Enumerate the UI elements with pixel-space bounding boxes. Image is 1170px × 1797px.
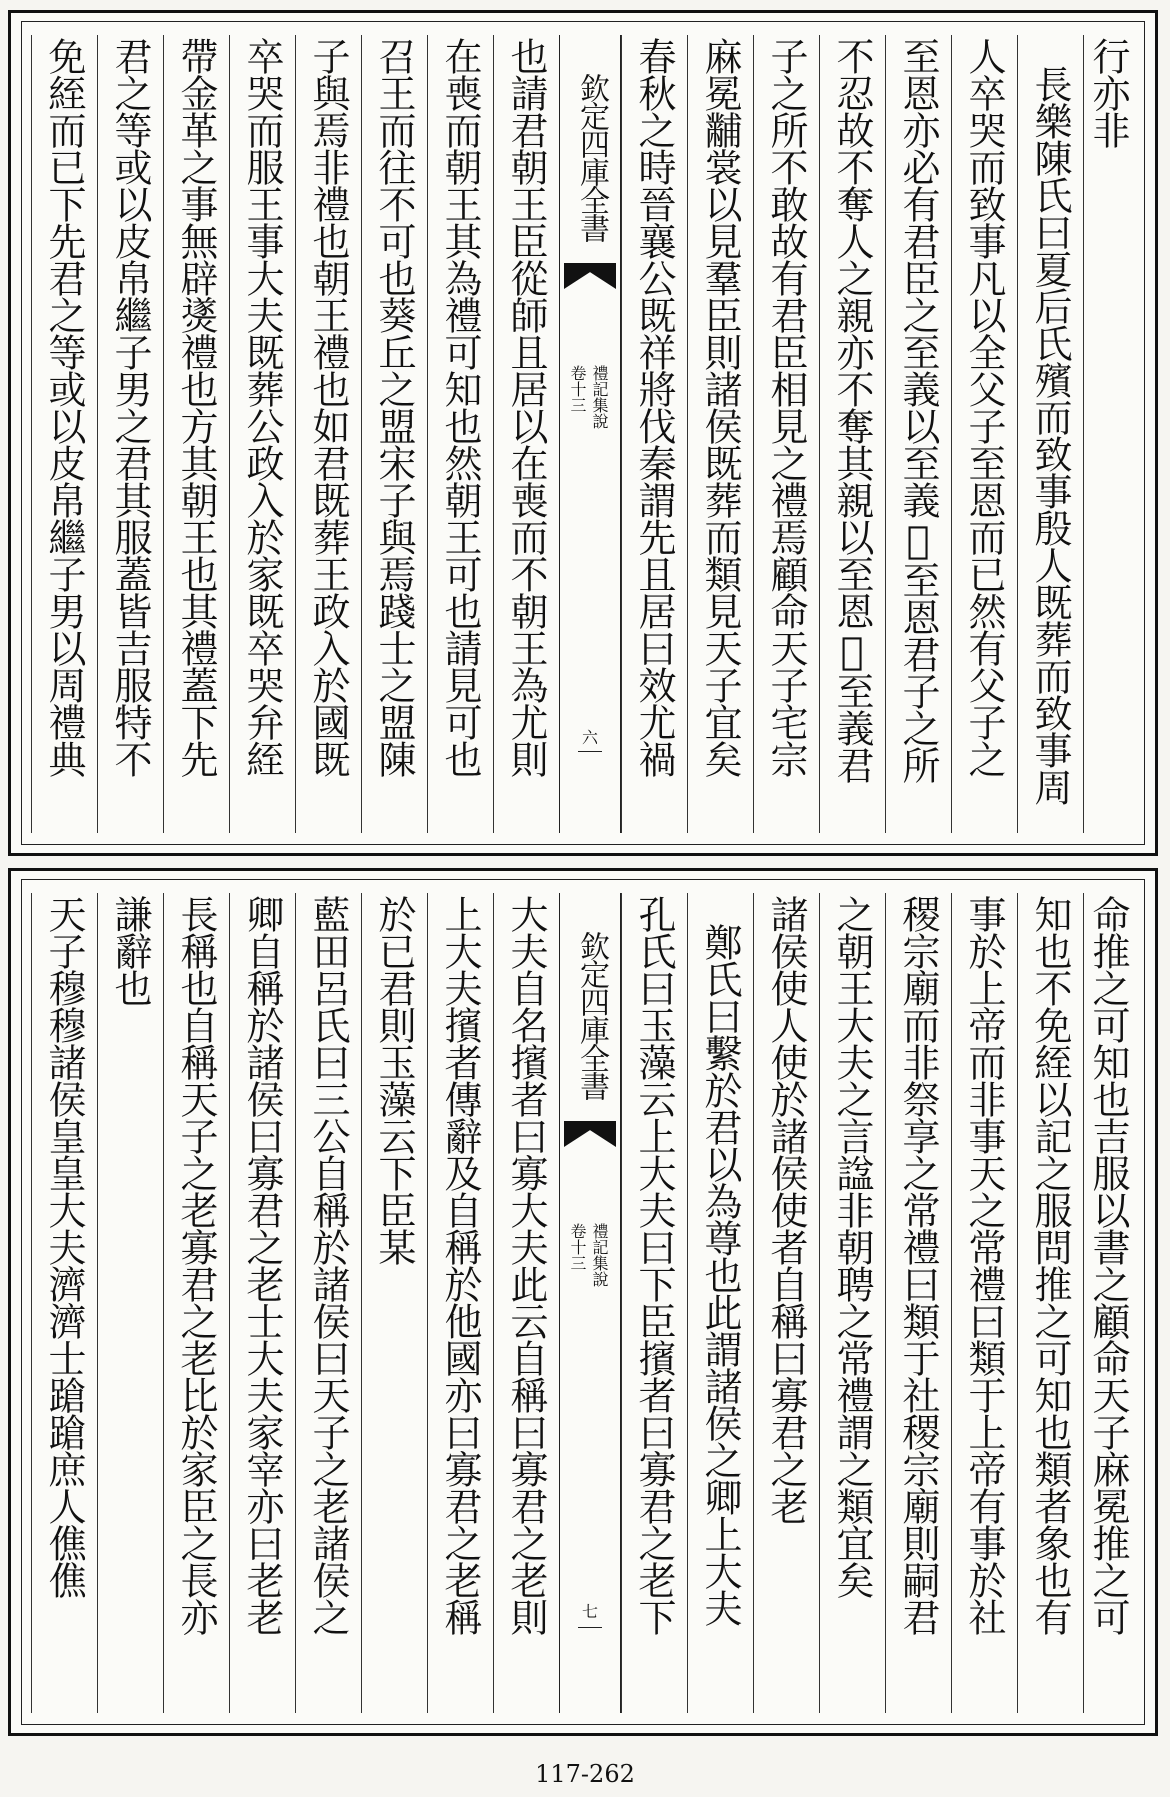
- text-column: 卿自稱於諸侯曰寡君之老士大夫家宰亦曰老老: [229, 893, 295, 1713]
- text-column: 人卒哭而致事凡以全父子至恩而已然有父子之: [951, 35, 1017, 833]
- text-column: 之朝王大夫之言諡非朝聘之常禮謂之類宜矣: [819, 893, 885, 1713]
- banxin-title: 欽定四庫全書: [574, 73, 609, 241]
- page-code-footer: 117-262: [535, 1760, 635, 1788]
- text-column: 卒哭而服王事大夫既葬公政入於家既卒哭弁絰: [229, 35, 295, 833]
- text-column: 命推之可知也吉服以書之顧命天子麻冕推之可: [1083, 893, 1141, 1713]
- text-column: 稷宗廟而非祭享之常禮曰類于社稷宗廟則嗣君: [885, 893, 951, 1713]
- banxin-page-number: 七: [581, 1602, 598, 1621]
- text-column: 於已君則玉藻云下臣某: [361, 893, 427, 1713]
- banxin-volume: 卷十三: [568, 1223, 587, 1271]
- banxin-book-name: 禮記集說: [590, 365, 609, 429]
- text-column: 知也不免絰以記之服問推之可知也類者象也有: [1017, 893, 1083, 1713]
- banxin-title: 欽定四庫全書: [574, 931, 609, 1099]
- banxin-volume: 卷十三: [568, 365, 587, 413]
- text-column: 君之等或以皮帛繼子男之君其服蓋皆吉服特不: [97, 35, 163, 833]
- text-column: 子與焉非禮也朝王禮也如君既葬王政入於國既: [295, 35, 361, 833]
- center-column-banxin: [559, 35, 621, 833]
- text-column: 在喪而朝王其為禮可知也然朝王可也請見可也: [427, 35, 493, 833]
- text-column: 長稱也自稱天子之老寡君之老比於家臣之長亦: [163, 893, 229, 1713]
- text-column: 也請君朝王臣從師且居以在喪而不朝王為尤則: [493, 35, 559, 833]
- banxin-rule: [578, 751, 602, 752]
- text-column: 鄭氏曰繫於君以為尊也此謂諸侯之卿上大夫: [687, 893, 753, 1713]
- text-column: 子之所不敢故有君臣相見之禮焉顧命天子宅宗: [753, 35, 819, 833]
- text-column: 藍田呂氏曰三公自稱於諸侯曰天子之老諸侯之: [295, 893, 361, 1713]
- lower-page-scan: [8, 868, 1158, 1736]
- text-column: 至恩亦必有君臣之至義以至義𢚩至恩君子之所: [885, 35, 951, 833]
- banxin-book-name: 禮記集說: [590, 1223, 609, 1287]
- text-column: 孔氏曰玉藻云上大夫曰下臣擯者曰寡君之老下: [621, 893, 687, 1713]
- text-column: 諸侯使人使於諸侯使者自稱曰寡君之老: [753, 893, 819, 1713]
- text-column: 免絰而已下先君之等或以皮帛繼子男以周禮典: [31, 35, 97, 833]
- banxin-page-number: 六: [581, 728, 598, 747]
- text-column: 天子穆穆諸侯皇皇大夫濟濟士蹌蹌庶人僬僬: [31, 893, 97, 1713]
- text-column: 召王而往不可也葵丘之盟宋子與焉踐士之盟陳: [361, 35, 427, 833]
- text-column: 春秋之時晉襄公既祥將伐秦謂先且居曰效尤禍: [621, 35, 687, 833]
- text-column: 行亦非: [1083, 35, 1141, 833]
- center-column-banxin: [559, 893, 621, 1713]
- text-column: 麻冕黼裳以見羣臣則諸侯既葬而類見天子宜矣: [687, 35, 753, 833]
- text-column: 謙辭也: [97, 893, 163, 1713]
- text-column: 帶金革之事無辟㸂禮也方其朝王也其禮蓋下先: [163, 35, 229, 833]
- text-column: 大夫自名擯者曰寡大夫此云自稱曰寡君之老則: [493, 893, 559, 1713]
- text-column: 長樂陳氏曰夏后氏殯而致事殷人既葬而致事周: [1017, 35, 1083, 833]
- text-column: 不忍故不奪人之親亦不奪其親以至恩𢚩至義君: [819, 35, 885, 833]
- banxin-rule: [578, 1627, 602, 1628]
- upper-page-scan: [8, 10, 1158, 856]
- text-column: 上大夫擯者傳辭及自稱於他國亦曰寡君之老稱: [427, 893, 493, 1713]
- text-column: 事於上帝而非事天之常禮曰類于上帝有事於社: [951, 893, 1017, 1713]
